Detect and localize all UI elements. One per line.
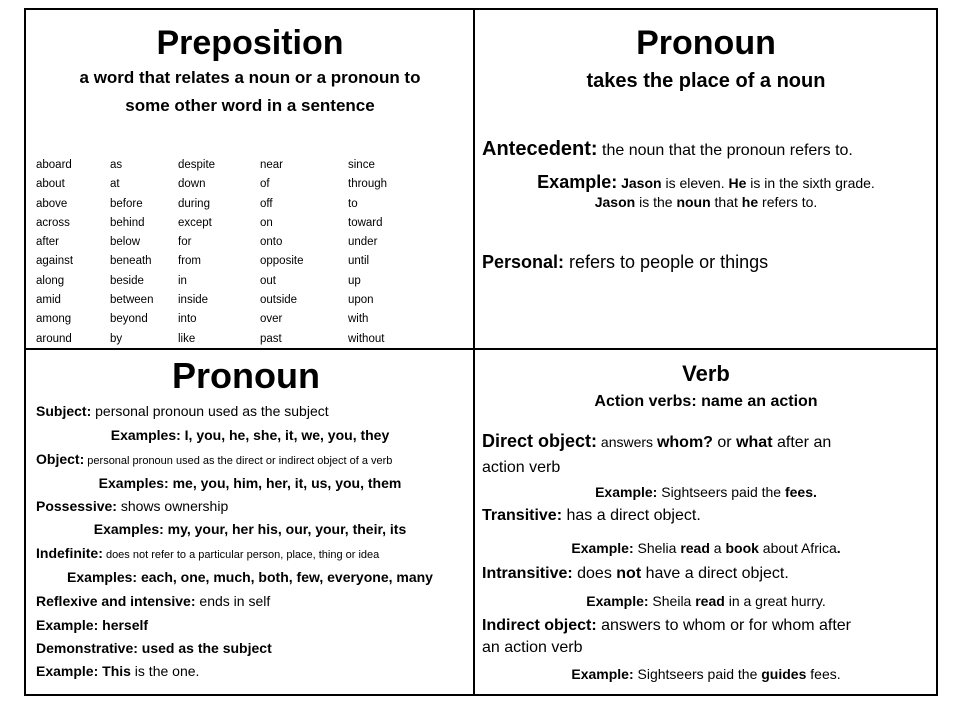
transitive-example-text1: Shelia (633, 540, 681, 556)
intransitive-example (476, 593, 936, 609)
preposition-panel (28, 10, 472, 348)
preposition-word: in (178, 274, 187, 287)
direct-example-label: Example: (595, 484, 658, 500)
reflexive-label: Reflexive and intensive: (36, 593, 196, 609)
intransitive-example-text2: in a great hurry. (724, 593, 826, 609)
preposition-definition-line2: some other word in a sentence (125, 96, 375, 115)
preposition-word: with (348, 313, 369, 326)
indefinite-line (36, 545, 379, 561)
intransitive-word: not (616, 565, 642, 582)
reflexive-text: ends in self (195, 593, 271, 609)
indirect-example-text1: Sightseers paid the (633, 666, 762, 682)
object-text: personal pronoun used as the direct or indirect object of a verb (84, 455, 393, 467)
preposition-word: inside (178, 294, 209, 307)
transitive-example-word2: book (725, 540, 759, 556)
horizontal-divider (26, 348, 936, 350)
pronoun-example2-word1: Jason (594, 194, 636, 210)
preposition-word: to (348, 197, 358, 210)
pronoun-example-line1 (476, 172, 936, 193)
preposition-word: despite (178, 159, 216, 171)
possessive-examples: Examples: my, your, her his, our, your, their, its (93, 521, 407, 537)
preposition-word: behind (110, 216, 145, 229)
preposition-row (36, 233, 466, 252)
pronoun-example2-word3: he (741, 194, 759, 210)
preposition-word: beside (110, 274, 144, 287)
demonstrative-line: Demonstrative: used as the subject (36, 640, 272, 656)
direct-object-word1: whom? (656, 434, 713, 451)
indirect-example-label: Example: (571, 666, 634, 682)
subject-line (36, 403, 329, 419)
preposition-word: for (178, 236, 192, 249)
pronoun-example-word2: He (728, 175, 747, 191)
preposition-word: off (260, 197, 273, 210)
preposition-word: against (36, 255, 74, 268)
pronoun-example-text1: is eleven. (661, 175, 729, 191)
preposition-word: opposite (260, 255, 304, 268)
preposition-row (36, 272, 466, 291)
preposition-word: over (260, 313, 283, 326)
preposition-word: without (348, 332, 385, 345)
transitive-text: has a direct object. (562, 507, 701, 524)
preposition-word: aboard (36, 159, 72, 171)
indirect-example-word: guides (761, 666, 807, 682)
reflexive-example: Example: herself (36, 617, 149, 633)
intransitive-example-text1: Sheila (648, 593, 696, 609)
preposition-word: except (178, 216, 212, 229)
preposition-word: onto (260, 236, 283, 249)
intransitive-line (482, 565, 789, 583)
possessive-line (36, 498, 228, 514)
preposition-word: from (178, 255, 201, 268)
direct-example-word: fees. (784, 484, 817, 500)
direct-object-line2: action verb (482, 459, 561, 476)
preposition-word: into (178, 313, 197, 326)
object-label: Object: (36, 451, 85, 467)
intransitive-text2: have a direct object. (641, 565, 789, 582)
preposition-list (36, 156, 466, 348)
indirect-object-example (476, 666, 936, 682)
preposition-word: above (36, 197, 68, 210)
intransitive-label: Intransitive: (482, 565, 573, 582)
preposition-definition-line1: a word that relates a noun or a pronoun to (79, 68, 421, 87)
preposition-word: beneath (110, 255, 152, 268)
direct-object-example (476, 484, 936, 500)
subject-examples: Examples: I, you, he, she, it, we, you, they (110, 427, 390, 443)
pronoun-example2-word2: noun (676, 194, 711, 210)
pronoun-definition-panel (476, 10, 936, 348)
direct-object-text2: or (712, 434, 737, 451)
reflexive-line (36, 593, 270, 609)
transitive-example (476, 540, 936, 556)
personal-label: Personal: (482, 252, 565, 272)
pronoun-types-title: Pronoun (172, 355, 320, 396)
indirect-example-text2: fees. (806, 666, 841, 682)
indirect-object-line (482, 617, 851, 635)
preposition-word: outside (260, 294, 298, 307)
pronoun-example-word1: Jason (621, 175, 662, 191)
preposition-word: at (110, 178, 120, 191)
demonstrative-example-text: is the one. (130, 663, 200, 679)
possessive-label: Possessive: (36, 498, 117, 514)
direct-object-line (482, 431, 831, 452)
indefinite-label: Indefinite: (36, 545, 103, 561)
preposition-title: Preposition (156, 24, 344, 62)
possessive-text: shows ownership (116, 498, 229, 514)
indirect-object-label: Indirect object: (482, 617, 597, 634)
preposition-row (36, 330, 466, 348)
pronoun-example2-text3: refers to. (758, 194, 818, 210)
indefinite-text: does not refer to a particular person, place, thing or idea (102, 549, 380, 561)
intransitive-example-word: read (695, 593, 725, 609)
preposition-word: beyond (110, 313, 148, 326)
indirect-object-text: answers to whom or for whom after (596, 617, 851, 634)
pronoun-example-line2 (476, 194, 936, 210)
pronoun-definition: takes the place of a noun (586, 70, 826, 92)
antecedent-text: the noun that the pronoun refers to. (597, 142, 853, 159)
preposition-word: past (260, 332, 282, 345)
verb-panel (476, 351, 936, 696)
pronoun-example-text2: is in the sixth grade. (746, 175, 875, 191)
demonstrative-example-label: Example: (36, 663, 103, 679)
preposition-word: after (36, 236, 60, 249)
personal-text: refers to people or things (564, 252, 769, 272)
preposition-word: of (260, 178, 270, 191)
preposition-word: around (36, 332, 72, 345)
transitive-example-text3: about Africa (758, 540, 837, 556)
transitive-line (482, 507, 701, 525)
preposition-word: near (260, 159, 284, 171)
subject-label: Subject: (36, 403, 92, 419)
indefinite-examples: Examples: each, one, much, both, few, everyone, many (67, 569, 433, 585)
pronoun-title: Pronoun (636, 24, 776, 62)
demonstrative-example-word: This (102, 663, 131, 679)
preposition-word: since (348, 159, 375, 171)
direct-object-word2: what (736, 434, 773, 451)
transitive-example-end: . (836, 540, 841, 556)
preposition-word: across (36, 216, 70, 229)
preposition-word: before (110, 197, 143, 210)
pronoun-types-panel (28, 351, 472, 696)
preposition-word: on (260, 216, 273, 229)
preposition-row (36, 291, 466, 310)
preposition-word: amid (36, 294, 61, 307)
antecedent-label: Antecedent: (482, 138, 598, 160)
pronoun-example2-text2: that (710, 194, 742, 210)
preposition-word: out (260, 274, 276, 287)
transitive-label: Transitive: (482, 507, 563, 524)
preposition-row (36, 175, 466, 194)
direct-example-text: Sightseers paid the (657, 484, 785, 500)
preposition-row (36, 214, 466, 233)
transitive-example-text2: a (709, 540, 726, 556)
preposition-word: along (36, 274, 65, 287)
grammar-chart (24, 8, 938, 696)
personal-line (482, 252, 768, 273)
preposition-word: toward (348, 216, 383, 229)
preposition-word: down (178, 178, 206, 191)
preposition-row (36, 156, 466, 175)
preposition-word: like (178, 332, 196, 345)
preposition-row (36, 310, 466, 329)
antecedent-line (482, 138, 853, 161)
preposition-word: during (178, 197, 210, 210)
preposition-word: between (110, 294, 154, 307)
preposition-word: about (36, 178, 65, 191)
verb-title: Verb (682, 361, 730, 386)
transitive-example-label: Example: (571, 540, 634, 556)
preposition-word: under (348, 236, 378, 249)
preposition-word: by (110, 332, 123, 345)
action-verbs-line: Action verbs: name an action (594, 393, 818, 410)
preposition-row (36, 195, 466, 214)
vertical-divider (473, 10, 475, 694)
transitive-example-word1: read (680, 540, 710, 556)
preposition-word: up (348, 274, 361, 287)
preposition-word: as (110, 159, 123, 171)
direct-object-text3: after an (772, 434, 832, 451)
preposition-word: until (348, 255, 370, 268)
direct-object-label: Direct object: (482, 431, 598, 451)
direct-object-text1: answers (597, 434, 657, 450)
preposition-word: below (110, 236, 141, 249)
subject-text: personal pronoun used as the subject (91, 403, 329, 419)
indirect-object-line2: an action verb (482, 639, 583, 656)
object-line (36, 451, 392, 467)
demonstrative-example (36, 663, 199, 679)
intransitive-text1: does (572, 565, 617, 582)
pronoun-example2-text1: is the (635, 194, 677, 210)
preposition-word: through (348, 178, 388, 191)
preposition-word: among (36, 313, 72, 326)
object-examples: Examples: me, you, him, her, it, us, you, them (98, 475, 402, 491)
intransitive-example-label: Example: (586, 593, 649, 609)
pronoun-example-label: Example: (537, 172, 618, 192)
preposition-row (36, 252, 466, 271)
preposition-word: upon (348, 294, 374, 307)
